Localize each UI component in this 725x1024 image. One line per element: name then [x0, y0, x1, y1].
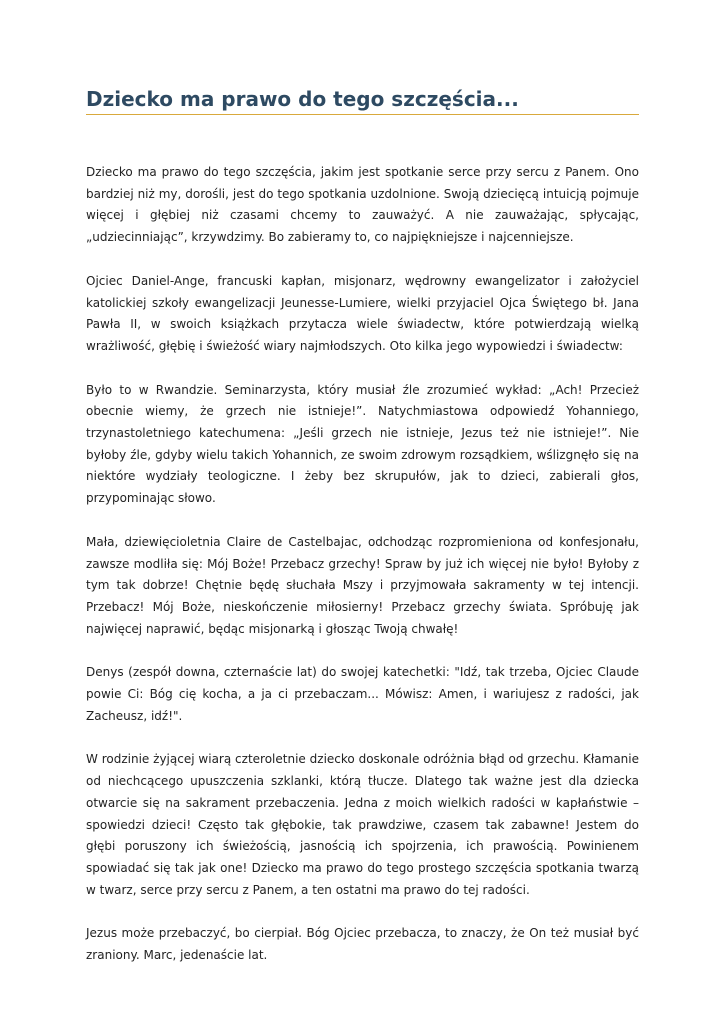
paragraph-3: Było to w Rwandzie. Seminarzysta, który musiał źle zrozumieć wykład: „Ach! Przecież obecnie wiemy, że grzech nie istnieje!”. Natychmiastowa odpowiedź Yohanniego, trzynastoletniego katechumena: „Jeśli grzech nie istnieje, Jezus też nie istnieje!”. Nie byłoby źle, gdyby wielu takich Yohannich, ze swoim zdrowym rozsądkiem, wślizgnęło się na niektóre wydziały teologiczne. I żeby bez skrupułów, jak to dzieci, zabierali głos, przypominając słowo.	[86, 382, 639, 506]
document-title: Dziecko ma prawo do tego szczęścia...	[86, 86, 639, 115]
paragraph-5: Denys (zespół downa, czternaście lat) do swojej katechetki: "Idź, tak trzeba, Ojciec Claude powie Ci: Bóg cię kocha, a ja ci przebaczam... Mówisz: Amen, i wariujesz z radości, jak Zacheusz, idź!".	[86, 665, 639, 723]
paragraph-6: W rodzinie żyjącej wiarą czteroletnie dziecko doskonale odróżnia błąd od grzechu. Kłamanie od niechcącego upuszczenia szklanki, którą tłucze. Dlatego tak ważne jest dla dziecka otwarcie się na sakrament przebaczenia. Jedna z moich wielkich radości w kapłaństwie – spowiedzi dzieci! Często tak głębokie, tak prawdziwe, czasem tak zabawne! Jestem do głębi poruszony ich świeżością, jasnością ich spojrzenia, ich prawością. Powinienem spowiadać się tak jak one! Dziecko ma prawo do tego prostego szczęścia spotkania twarzą w twarz, serce przy sercu z Panem, a ten ostatni ma prawo do tej radości.	[86, 752, 639, 897]
paragraph-1: Dziecko ma prawo do tego szczęścia, jakim jest spotkanie serce przy sercu z Panem. Ono bardziej niż my, dorośli, jest do tego spotkania uzdolnione. Swoją dziecięcą intuicją pojmuje więcej i głębiej niż czasami chcemy to zauważyć. A nie zauważając, spłycając, „udziecinniając”, krzywdzimy. Bo zabieramy to, co najpiękniejsze i najcenniejsze.	[86, 165, 639, 245]
paragraph-7: Jezus może przebaczyć, bo cierpiał. Bóg Ojciec przebacza, to znaczy, że On też musiał być zraniony. Marc, jedenaście lat.	[86, 926, 639, 963]
paragraph-2: Ojciec Daniel-Ange, francuski kapłan, misjonarz, wędrowny ewangelizator i założyciel katolickiej szkoły ewangelizacji Jeunesse-Lumiere, wielki przyjaciel Ojca Świętego bł. Jana Pawła II, w swoich książkach przytacza wiele świadectw, które potwierdzają wielką wrażliwość, głębię i świeżość wiary najmłodszych. Oto kilka jego wypowiedzi i świadectw:	[86, 273, 639, 353]
paragraph-4: Mała, dziewięcioletnia Claire de Castelbajac, odchodząc rozpromieniona od konfesjonału, zawsze modliła się: Mój Boże! Przebacz grzechy! Spraw by już ich więcej nie było! Byłoby z tym tak dobrze! Chętnie będę słuchała Mszy i przyjmowała sakramenty w tej intencji. Przebacz! Mój Boże, nieskończenie miłosierny! Przebacz grzechy świata. Spróbuję jak najwięcej naprawić, będąc misjonarką i głosząc Twoją chwałę!	[86, 534, 639, 636]
document-body	[86, 162, 639, 989]
